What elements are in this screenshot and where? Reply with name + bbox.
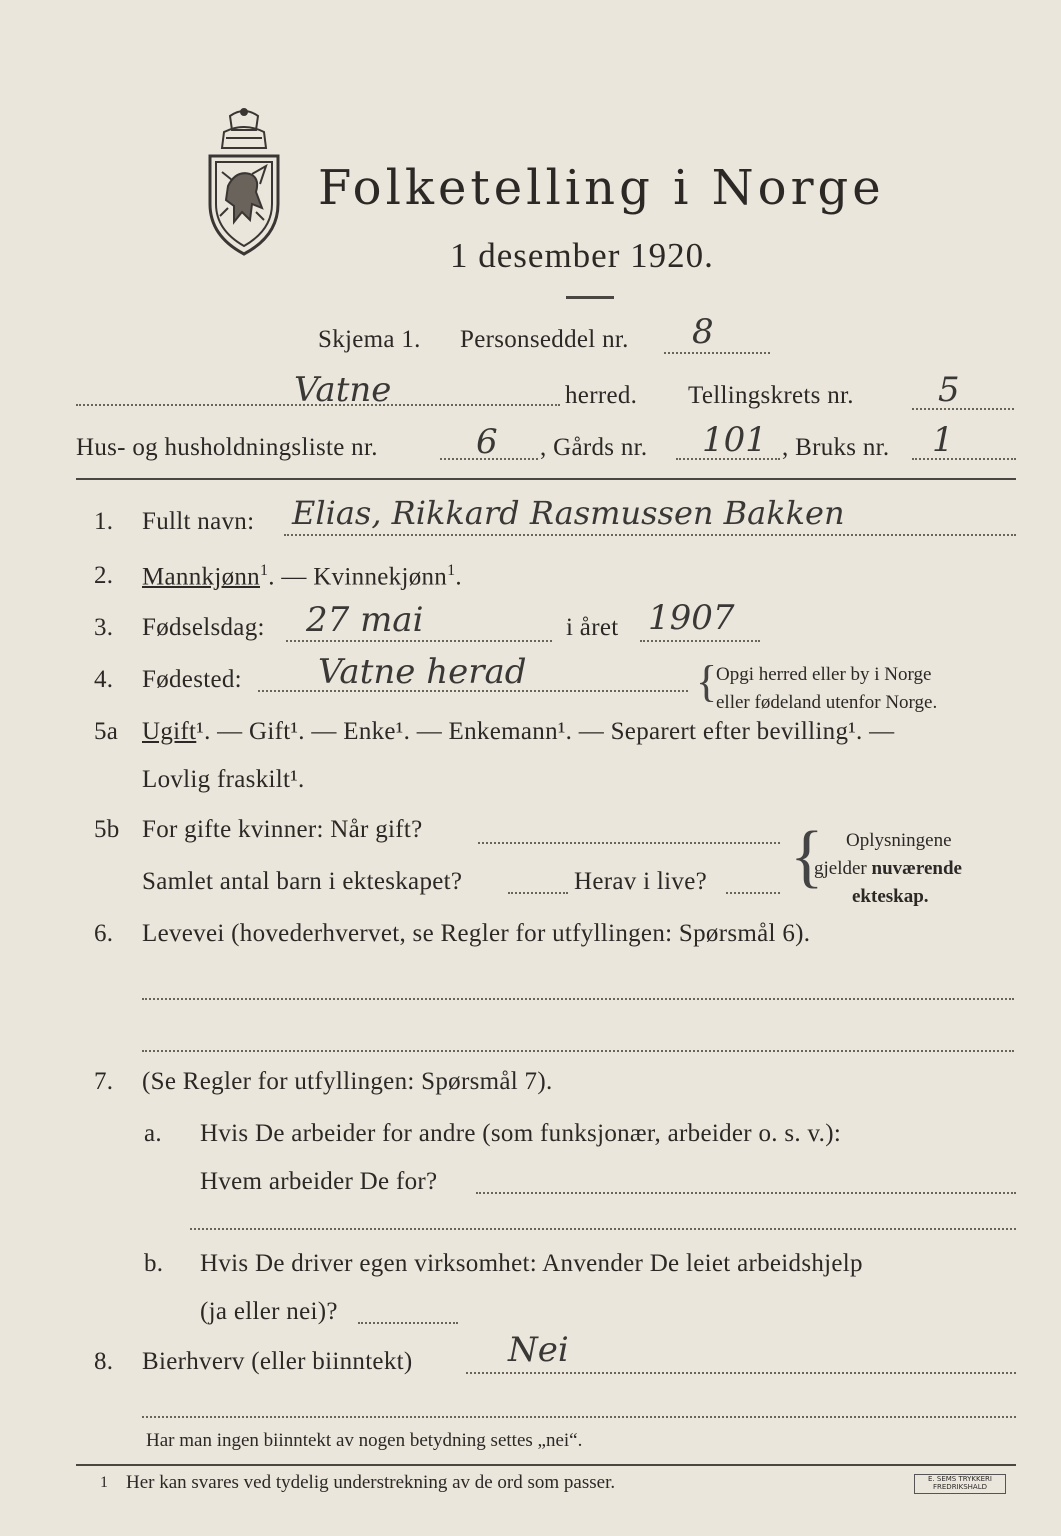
bruks-line (912, 458, 1016, 460)
q2-number: 2. (94, 562, 114, 589)
gards-value[interactable]: 101 (702, 420, 767, 460)
year-value[interactable]: 1907 (648, 598, 735, 638)
husliste-label: Hus- og husholdningsliste nr. (76, 434, 378, 461)
male-option[interactable]: Mannkjønn (142, 563, 260, 591)
census-date: 1 desember 1920. (450, 236, 714, 275)
printer-stamp: E. SEMS TRYKKERI FREDRIKSHALD (914, 1474, 1006, 1494)
q5b-brace: { (790, 818, 824, 895)
q4-note-line2: eller fødeland utenfor Norge. (716, 692, 938, 713)
full-name-line (284, 534, 1016, 536)
title-divider (566, 296, 614, 299)
q5b-alive-label: Herav i live? (574, 868, 708, 895)
bruks-value[interactable]: 1 (932, 420, 954, 460)
bruks-label: , Bruks nr. (782, 434, 890, 461)
q3-label: Fødselsdag: (142, 614, 265, 641)
q7b-line2: (ja eller nei)? (200, 1298, 338, 1325)
q5b-note-line1: Oplysningene (846, 830, 952, 851)
q6-number: 6. (94, 920, 114, 947)
birthplace-value[interactable]: Vatne herad (318, 652, 527, 692)
employer-line-2 (190, 1228, 1016, 1230)
married-when-line (478, 842, 780, 844)
q1-label: Fullt navn: (142, 508, 255, 535)
q5b-children-label: Samlet antal barn i ekteskapet? (142, 868, 463, 895)
tellingskrets-line (912, 408, 1014, 410)
q7a-line2: Hvem arbeider De for? (200, 1168, 438, 1195)
form-title: Folketelling i Norge (318, 160, 885, 216)
q3-number: 3. (94, 614, 114, 641)
q5b-line1-label: For gifte kvinner: Når gift? (142, 816, 423, 843)
birthday-line (286, 640, 552, 642)
q7a-line1: Hvis De arbeider for andre (som funksjonær, arbeider o. s. v.): (200, 1120, 842, 1147)
q7a-letter: a. (144, 1120, 162, 1147)
q7-number: 7. (94, 1068, 114, 1095)
side-income-value[interactable]: Nei (508, 1330, 569, 1370)
footnote-text: Her kan svares ved tydelig understrekning av de ord som passer. (126, 1472, 616, 1493)
q4-number: 4. (94, 666, 114, 693)
section-divider (76, 478, 1016, 480)
birthday-value[interactable]: 27 mai (306, 600, 424, 640)
full-name-value[interactable]: Elias, Rikkard Rasmussen Bakken (292, 494, 845, 532)
q1-number: 1. (94, 508, 114, 535)
income-note: Har man ingen biinntekt av nogen betydning settes „nei“. (146, 1430, 583, 1451)
q6-label: Levevei (hovederhvervet, se Regler for utfyllingen: Spørsmål 6). (142, 920, 811, 947)
lovlig-fraskilt-option[interactable]: Lovlig fraskilt¹. (142, 766, 305, 793)
q4-note-line1: Opgi herred eller by i Norge (716, 664, 932, 685)
q7b-letter: b. (144, 1250, 164, 1277)
side-income-line-2 (142, 1416, 1016, 1418)
sex-options: Mannkjønn$^1$. — Kvinnekjønn$^1$. (142, 562, 462, 591)
q7-label: (Se Regler for utfyllingen: Spørsmål 7). (142, 1068, 553, 1095)
hired-help-line (358, 1322, 458, 1324)
q5b-number: 5b (94, 816, 120, 843)
ugift-option[interactable]: Ugift (142, 718, 197, 745)
q5a-number: 5a (94, 718, 119, 745)
q5b-note-line2: gjelder nuværende (814, 858, 962, 879)
q8-label: Bierhverv (eller biinntekt) (142, 1348, 413, 1375)
herred-value[interactable]: Vatne (294, 370, 392, 410)
year-line (640, 640, 760, 642)
footer-divider (76, 1464, 1016, 1466)
female-option[interactable]: Kvinnekjønn (313, 563, 448, 591)
q5b-note-line3: ekteskap. (852, 886, 929, 907)
children-alive-line (726, 892, 780, 894)
occupation-line-2 (142, 1050, 1014, 1052)
marital-options: Ugift¹. — Gift¹. — Enke¹. — Enkemann¹. — Separert efter bevilling¹. — (142, 718, 895, 745)
skjema-label: Skjema 1. (318, 326, 421, 353)
personseddel-label: Personseddel nr. (460, 326, 629, 353)
side-income-line-1 (466, 1372, 1016, 1374)
q4-label: Fødested: (142, 666, 242, 693)
personseddel-value[interactable]: 8 (692, 312, 714, 352)
q7b-line1: Hvis De driver egen virksomhet: Anvender De leiet arbeidshjelp (200, 1250, 863, 1277)
q8-number: 8. (94, 1348, 114, 1375)
tellingskrets-value[interactable]: 5 (938, 370, 960, 410)
coat-of-arms-icon (196, 108, 292, 258)
footnote-number: 1 (100, 1474, 108, 1491)
employer-line-1 (476, 1192, 1016, 1194)
q4-brace: { (696, 657, 718, 706)
tellingskrets-label: Tellingskrets nr. (688, 382, 854, 409)
gards-label: , Gårds nr. (540, 434, 648, 461)
children-count-line (508, 892, 568, 894)
husliste-value[interactable]: 6 (476, 422, 498, 462)
year-label: i året (566, 614, 619, 641)
personseddel-line (664, 352, 770, 354)
herred-label: herred. (565, 382, 638, 409)
occupation-line-1 (142, 998, 1014, 1000)
